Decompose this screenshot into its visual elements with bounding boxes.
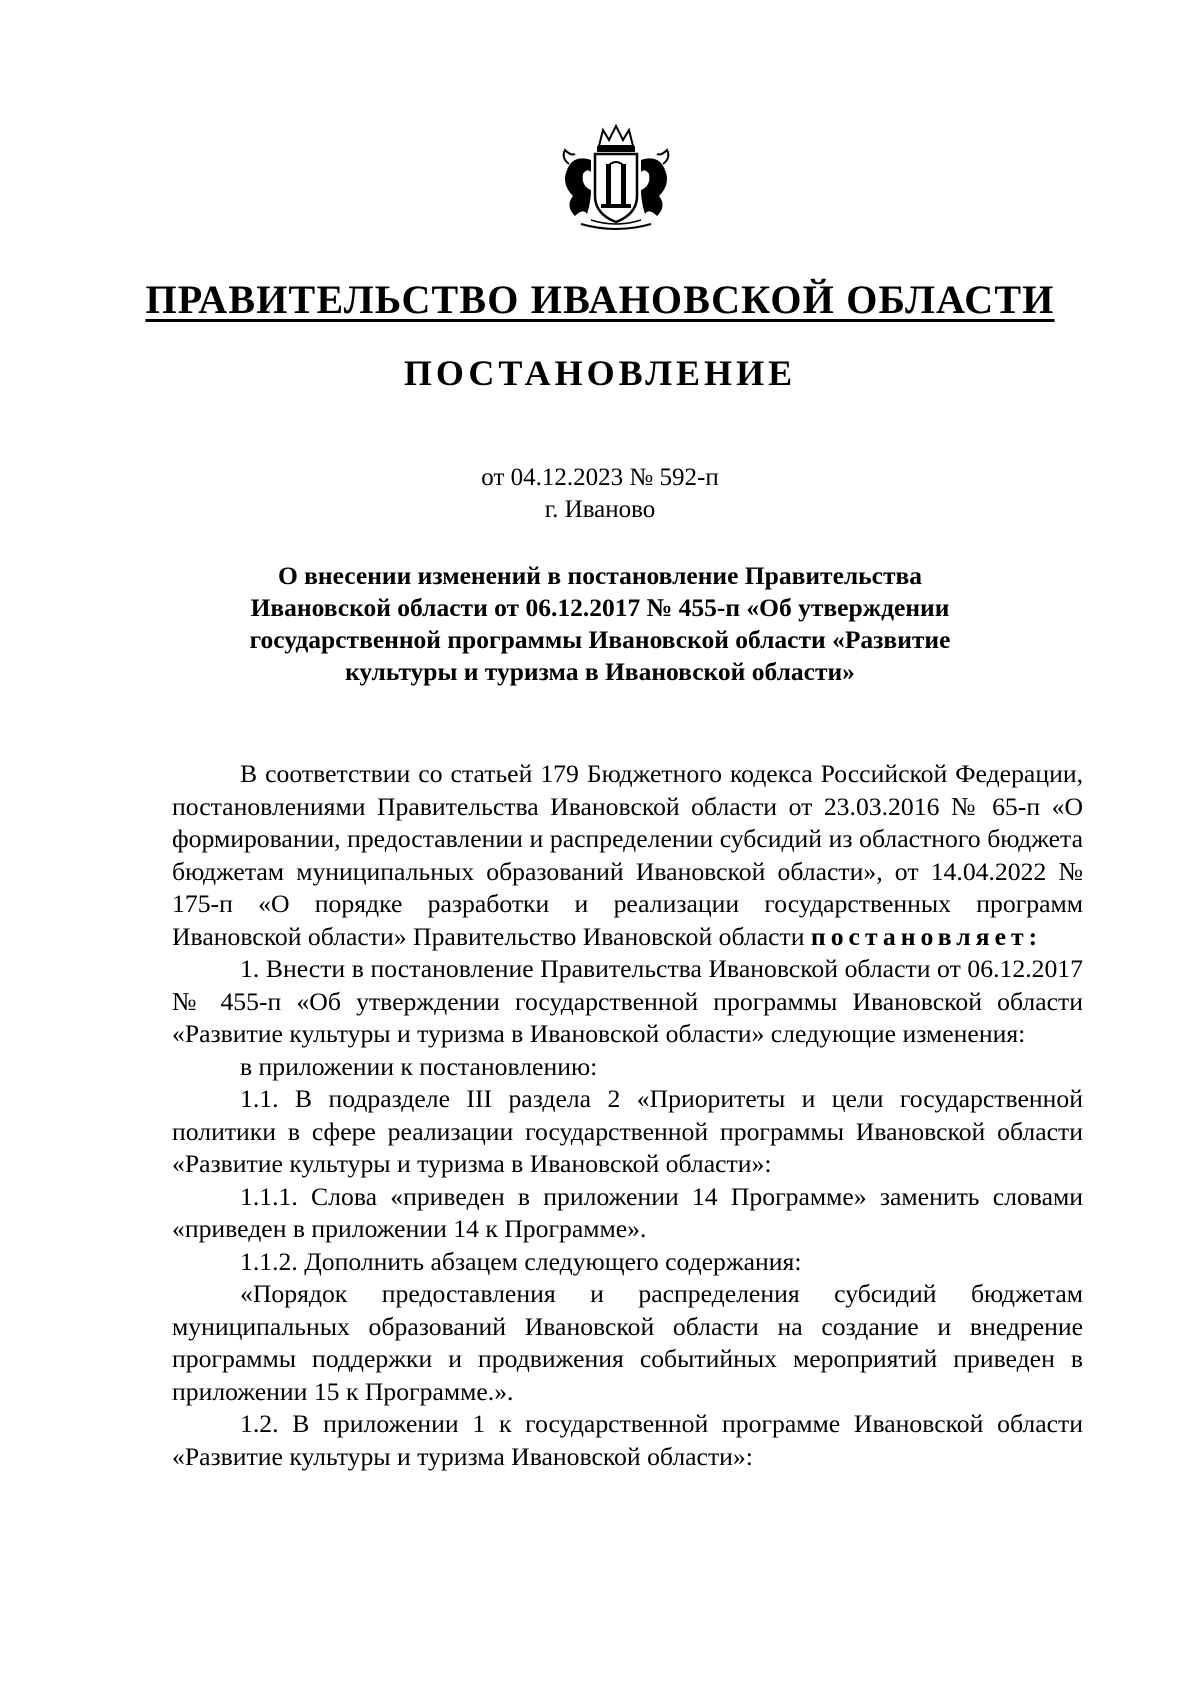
ivanovo-coat-of-arms-icon — [551, 124, 681, 234]
subject-line: культуры и туризма в Ивановской области» — [345, 657, 855, 686]
body-paragraph: «Порядок предоставления и распределения субсидий бюджетам муниципальных образований Ивановской области на создание и внедрение программы поддержки и продвижения событийных мероприятий приведен в приложении 15 к Программе.». — [172, 1279, 1083, 1406]
body-paragraph: 1.2. В приложении 1 к государственной программе Ивановской области «Развитие культуры и туризма Ивановской области»: — [172, 1409, 1083, 1471]
document-city: г. Иваново — [544, 496, 656, 523]
body-paragraph: в приложении к постановлению: — [240, 1051, 598, 1081]
preamble-paragraph — [172, 758, 1083, 953]
document-date-number: от 04.12.2023 № 592-п — [481, 464, 719, 491]
subject-line: Ивановской области от 06.12.2017 № 455-п «Об утверждении — [250, 593, 950, 622]
preamble-text: В соответствии со статьей 179 Бюджетного кодекса Российской Федерации, постановлениями Правительства Ивановской области от 23.03.2016 № 65-п «О формировании, предоставлении и распределении субсидий из областного бюджета бюджетам муниципальных образований Ивановской области», от 14.04.2022 № 175-п «О порядке разработки и реализации государственных программ Ивановской области» Правительство Ивановской области — [172, 759, 1083, 951]
subject-line: государственной программы Ивановской области «Развитие — [249, 625, 951, 654]
government-title: ПРАВИТЕЛЬСТВО ИВАНОВСКОЙ ОБЛАСТИ — [145, 277, 1055, 322]
resolves-word: постановляет: — [810, 921, 1043, 951]
subject-line: О внесении изменений в постановление Правительства — [277, 561, 923, 590]
body-paragraph: 1.1. В подразделе III раздела 2 «Приоритеты и цели государственной политики в сфере реализации государственной программы Ивановской области «Развитие культуры и туризма в Ивановской области»: — [172, 1084, 1083, 1178]
document-subject — [170, 560, 1030, 688]
document-body — [172, 758, 1083, 1473]
body-paragraph: 1.1.2. Дополнить абзацем следующего содержания: — [240, 1246, 802, 1276]
document-type: ПОСТАНОВЛЕНИЕ — [403, 353, 797, 393]
body-paragraph: 1.1.1. Слова «приведен в приложении 14 Программе» заменить словами «приведен в приложении 14 к Программе». — [172, 1181, 1083, 1243]
body-paragraph: 1. Внести в постановление Правительства Ивановской области от 06.12.2017 № 455-п «Об утверждении государственной программы Ивановской области «Развитие культуры и туризма в Ивановской области» следующие изменения: — [172, 954, 1083, 1048]
